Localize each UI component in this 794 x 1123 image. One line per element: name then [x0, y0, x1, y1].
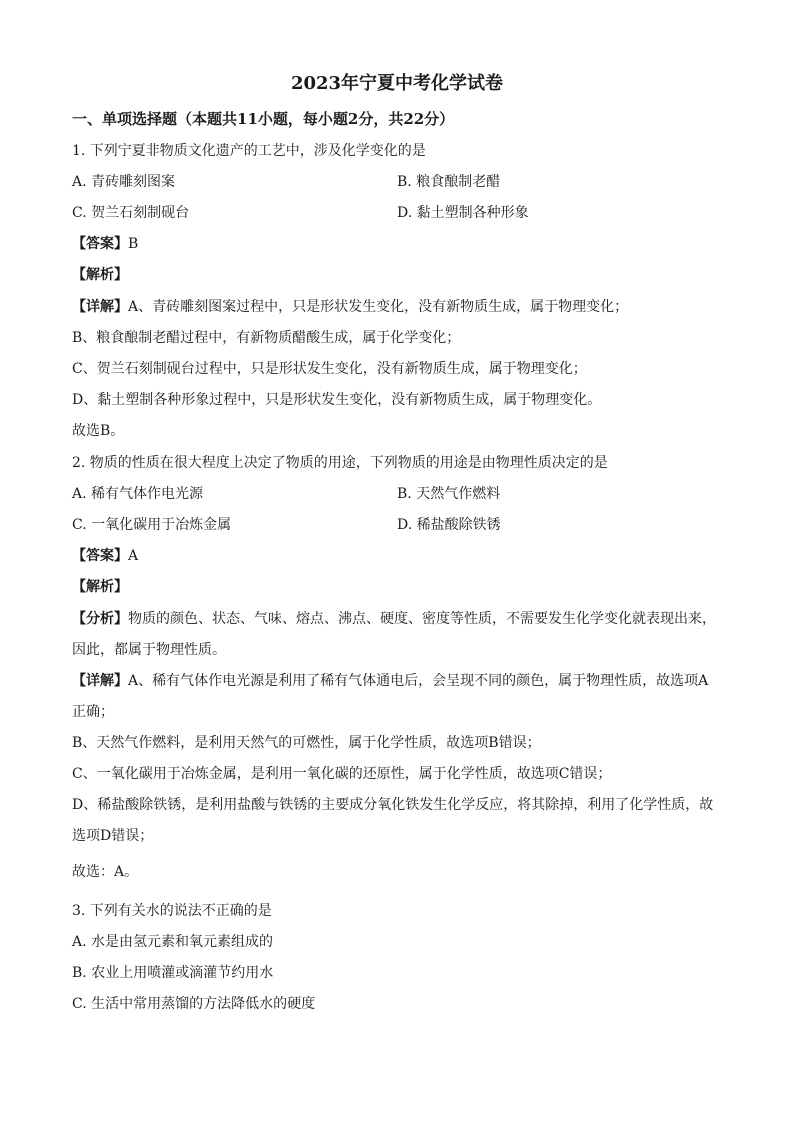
question-1-answer — [72, 234, 138, 254]
question-2-option-d: D. 稀盐酸除铁锈 — [397, 517, 501, 533]
question-1-detail-a — [72, 297, 628, 317]
question-2-fenxi-1 — [72, 609, 716, 629]
question-1-stem: 1. 下列宁夏非物质文化遗产的工艺中，涉及化学变化的是 — [72, 143, 426, 159]
question-1-detail-c: C、贺兰石刻制砚台过程中，只是形状发生变化，没有新物质生成，属于物理变化； — [72, 361, 587, 377]
question-1-detail-d: D、黏土塑制各种形象过程中，只是形状发生变化，没有新物质生成，属于物理变化。 — [72, 392, 602, 408]
question-1-option-b: B. 粮食酿制老醋 — [397, 174, 501, 190]
answer-label: 【答案】 — [72, 236, 128, 252]
question-3-option-a: A. 水是由氢元素和氧元素组成的 — [72, 934, 274, 950]
question-2-detail-a2: 正确； — [72, 704, 114, 720]
question-2-stem: 2. 物质的性质在很大程度上决定了物质的用途，下列物质的用途是由物理性质决定的是 — [72, 455, 608, 471]
detail-text: A、青砖雕刻图案过程中，只是形状发生变化，没有新物质生成，属于物理变化； — [128, 299, 629, 315]
fenxi-text: 物质的颜色、状态、气味、熔点、沸点、硬度、密度等性质，不需要发生化学变化就表现出来， — [128, 611, 716, 627]
section-heading: 一、单项选择题（本题共11小题，每小题2分，共22分） — [72, 110, 455, 128]
question-2-answer — [72, 546, 138, 566]
question-2-detail-c: C、一氧化碳用于冶炼金属，是利用一氧化碳的还原性，属于化学性质，故选项C错误； — [72, 766, 612, 782]
page-title: 2023年宁夏中考化学试卷 — [290, 73, 504, 94]
fenxi-label: 【分析】 — [72, 611, 128, 627]
question-2-analysis-label: 【解析】 — [72, 579, 128, 595]
question-2-detail-b: B、天然气作燃料，是利用天然气的可燃性，属于化学性质，故选项B错误； — [72, 735, 541, 751]
question-2-detail-d2: 选项D错误； — [72, 828, 154, 844]
question-2-option-b: B. 天然气作燃料 — [397, 486, 501, 502]
question-2-option-c: C. 一氧化碳用于冶炼金属 — [72, 517, 232, 533]
question-1-conclusion: 故选B。 — [72, 423, 125, 439]
question-1-option-d: D. 黏土塑制各种形象 — [397, 205, 529, 221]
question-2-detail-d1: D、稀盐酸除铁锈，是利用盐酸与铁锈的主要成分氧化铁发生化学反应，将其除掉，利用了化学性质，故 — [72, 797, 714, 813]
detail-text: A、稀有气体作电光源是利用了稀有气体通电后，会呈现不同的颜色，属于物理性质，故选项A — [128, 673, 709, 689]
question-3-stem: 3. 下列有关水的说法不正确的是 — [72, 903, 272, 919]
question-2-detail-a1 — [72, 671, 708, 691]
answer-value: B — [128, 236, 139, 252]
question-2-option-a: A. 稀有气体作电光源 — [72, 486, 204, 502]
question-1-option-a: A. 青砖雕刻图案 — [72, 174, 176, 190]
question-1-option-c: C. 贺兰石刻制砚台 — [72, 205, 190, 221]
answer-label: 【答案】 — [72, 548, 128, 564]
question-1-detail-b: B、粮食酿制老醋过程中，有新物质醋酸生成，属于化学变化； — [72, 330, 461, 346]
answer-value: A — [128, 548, 139, 564]
question-2-conclusion: 故选：A。 — [72, 864, 139, 880]
question-3-option-b: B. 农业上用喷灌或滴灌节约用水 — [72, 965, 274, 981]
question-2-fenxi-2: 因此，都属于物理性质。 — [72, 642, 226, 658]
detail-label: 【详解】 — [72, 673, 128, 689]
question-3-option-c: C. 生活中常用蒸馏的方法降低水的硬度 — [72, 996, 316, 1012]
question-1-analysis-label: 【解析】 — [72, 267, 128, 283]
detail-label: 【详解】 — [72, 299, 128, 315]
